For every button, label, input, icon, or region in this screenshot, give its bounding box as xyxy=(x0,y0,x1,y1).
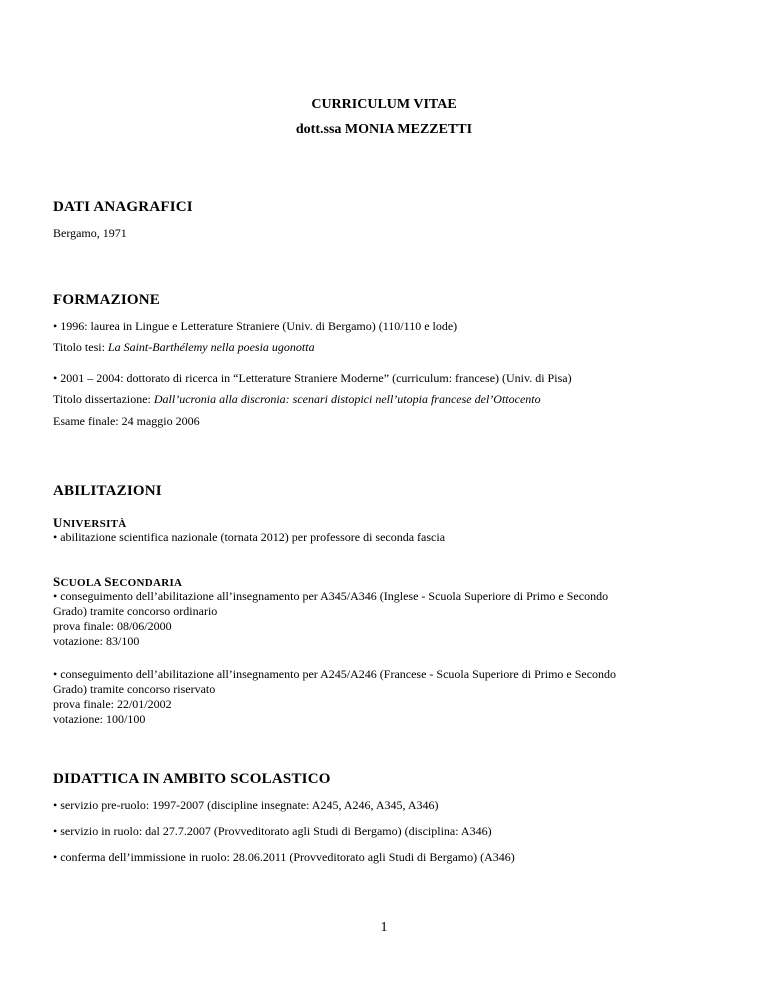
section-heading-abilitazioni: ABILITAZIONI xyxy=(53,483,162,499)
thesis-label: Titolo tesi: xyxy=(53,340,108,354)
formazione-item-dottorato: • 2001 – 2004: dottorato di ricerca in “Letterature Straniere Moderne” (curriculum: francese) (Univ. di Pisa) xyxy=(53,371,572,385)
formazione-item-laurea: • 1996: laurea in Lingue e Letterature Straniere (Univ. di Bergamo) (110/110 e lode) xyxy=(53,319,458,333)
dissertation-title: Dall’ucronia alla discronia: scenari distopici nell’utopia francese del’Ottocento xyxy=(153,392,541,406)
dissertation-label: Titolo dissertazione: xyxy=(53,392,154,406)
didattica-item-in-ruolo: • servizio in ruolo: dal 27.7.2007 (Provveditorato agli Studi di Bergamo) (disciplina: A346) xyxy=(53,824,492,838)
section-heading-formazione: FORMAZIONE xyxy=(53,292,160,308)
didattica-item-conferma: • conferma dell’immissione in ruolo: 28.06.2011 (Provveditorato agli Studi di Bergamo) (A346) xyxy=(53,850,515,864)
dissertation-line xyxy=(53,392,541,407)
birth-info: Bergamo, 1971 xyxy=(53,226,127,240)
section-heading-dati-anagrafici: DATI ANAGRAFICI xyxy=(53,199,193,215)
universita-item: • abilitazione scientifica nazionale (tornata 2012) per professore di seconda fascia xyxy=(53,530,446,544)
page-number: 1 xyxy=(380,920,388,935)
final-exam: Esame finale: 24 maggio 2006 xyxy=(53,414,200,428)
abilitazione-inglese: • conseguimento dell’abilitazione all’insegnamento per A345/A346 (Inglese - Scuola Superiore di Primo e Secondo Grado) tramite concorso ordinario prova finale: 08/06/2000 votazione: 83/100 xyxy=(53,589,609,648)
thesis-title: La Saint-Barthélemy nella poesia ugonotta xyxy=(107,340,315,354)
author-name: dott.ssa MONIA MEZZETTI xyxy=(295,122,473,137)
subheading-universita: UNIVERSITÀ xyxy=(53,515,127,530)
section-heading-didattica: DIDATTICA IN AMBITO SCOLASTICO xyxy=(53,771,331,787)
didattica-item-pre-ruolo: • servizio pre-ruolo: 1997-2007 (discipline insegnate: A245, A246, A345, A346) xyxy=(53,798,439,812)
subheading-scuola-secondaria: SCUOLA SECONDARIA xyxy=(53,574,183,589)
abilitazione-francese: • conseguimento dell’abilitazione all’insegnamento per A245/A246 (Francese - Scuola Superiore di Primo e Secondo Grado) tramite concorso riservato prova finale: 22/01/2002 votazione: 100/100 xyxy=(53,667,617,726)
document-title: CURRICULUM VITAE xyxy=(311,97,457,112)
thesis-line xyxy=(53,340,315,355)
